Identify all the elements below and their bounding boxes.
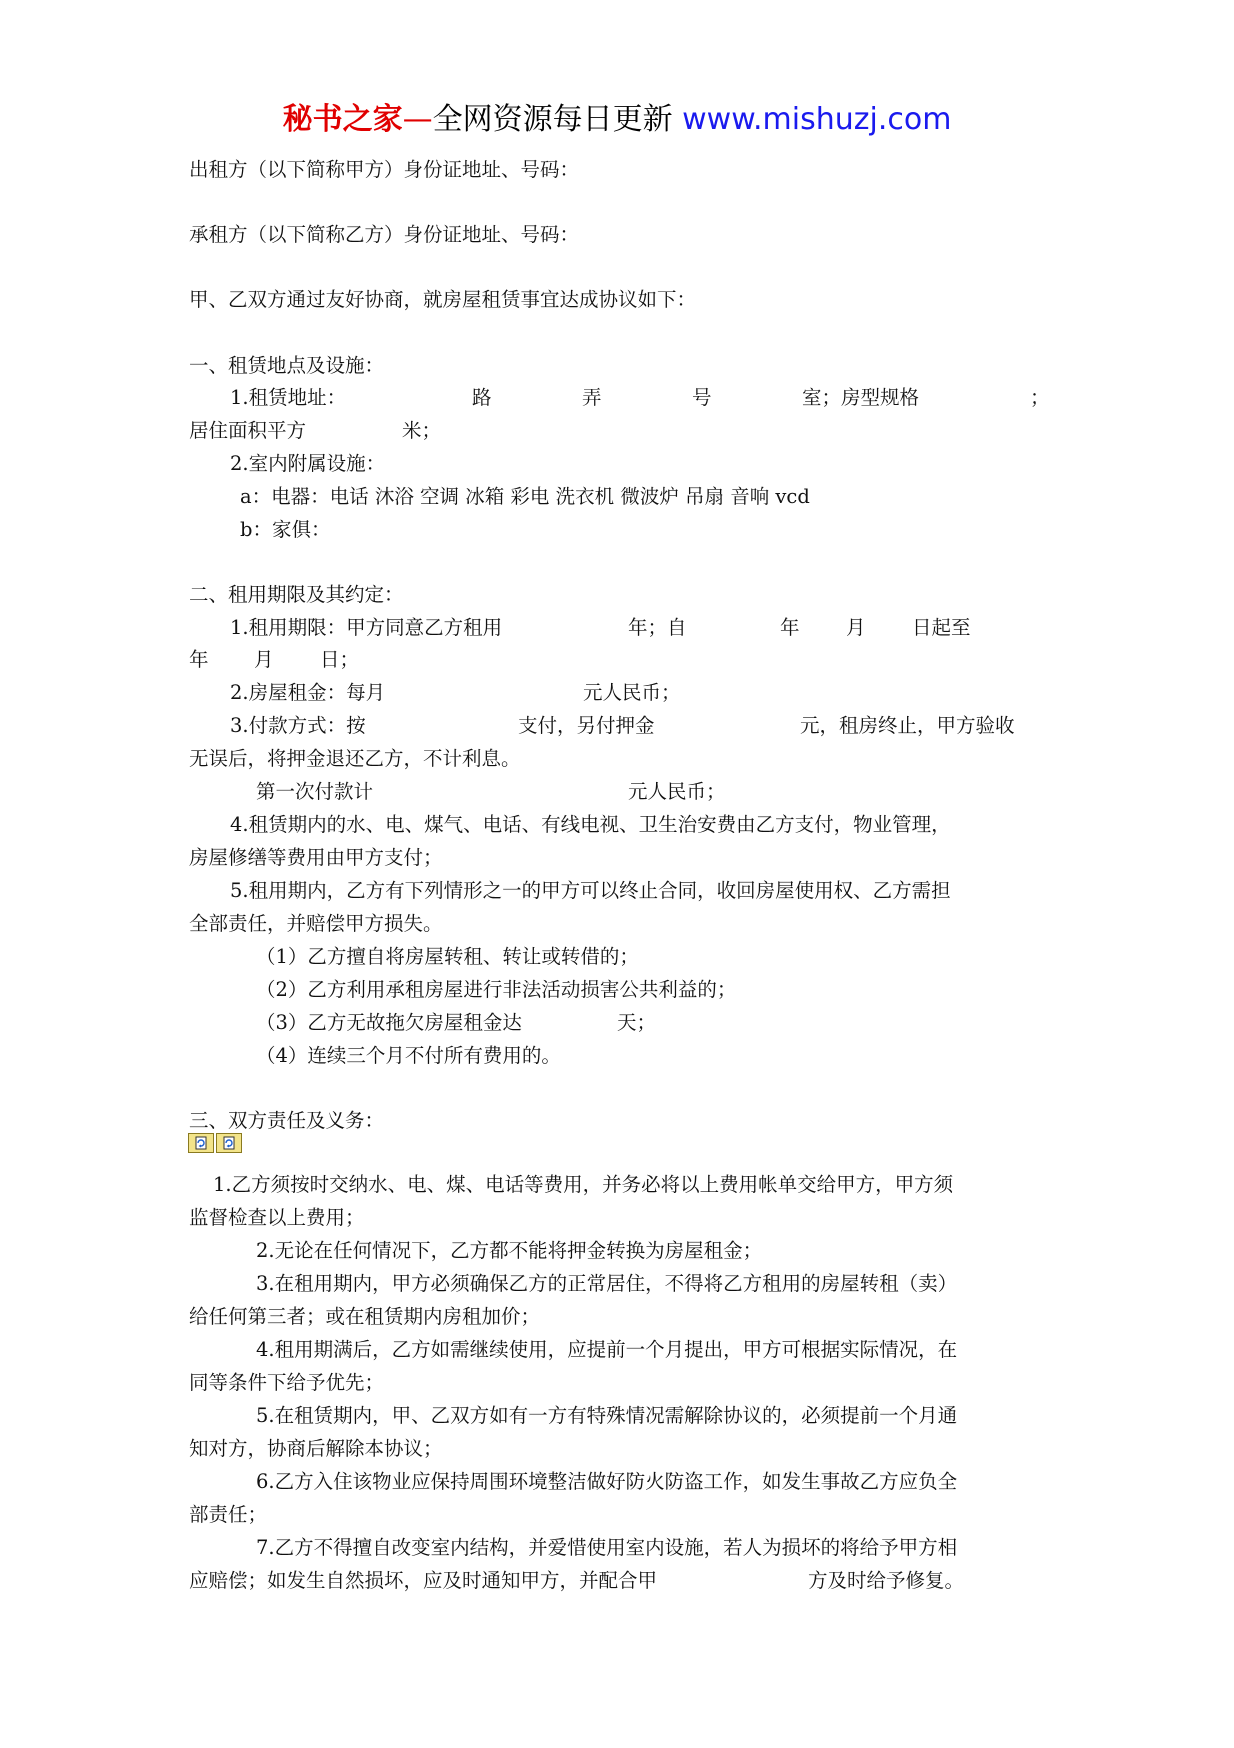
- address-lane: 弄: [582, 386, 602, 409]
- payment-tail: 元，租房终止，甲方验收: [800, 714, 1015, 737]
- brand-name: 秘书之家: [282, 102, 403, 137]
- agreement-line: 甲、乙双方通过友好协商，就房屋租赁事宜达成协议如下：: [189, 288, 697, 311]
- fees-line1: 4.租赁期内的水、电、煤气、电话、有线电视、卫生治安费由乙方支付，物业管理，: [230, 813, 951, 836]
- duty-1-line2: 监督检查以上费用；: [189, 1206, 365, 1229]
- address-road: 路: [472, 386, 492, 409]
- term-from-year: 年: [780, 616, 800, 639]
- header-dash: —: [402, 102, 433, 137]
- duty-4-line2: 同等条件下给予优先；: [189, 1371, 385, 1394]
- termination-item-4: （4）连续三个月不付所有费用的。: [256, 1044, 561, 1067]
- payment-line2: 无误后，将押金退还乙方，不计利息。: [189, 747, 521, 770]
- rent-label: 2.房屋租金：每月: [230, 681, 386, 704]
- term-years: 年；自: [628, 616, 687, 639]
- duty-4-line1: 4.租用期满后，乙方如需继续使用，应提前一个月提出，甲方可根据实际情况，在: [256, 1338, 958, 1361]
- payment-label: 3.付款方式：按: [230, 714, 366, 737]
- page-refresh-icon: [193, 1136, 209, 1150]
- term-to-year: 年: [189, 648, 209, 671]
- termination-item-1: （1）乙方擅自将房屋转租、转让或转借的；: [256, 945, 639, 968]
- term-to-day: 日；: [320, 648, 360, 671]
- duty-2-line1: 2.无论在任何情况下，乙方都不能将押金转换为房屋租金；: [256, 1239, 763, 1262]
- toolbar-button-2[interactable]: [216, 1133, 242, 1153]
- duty-7-line1: 7.乙方不得擅自改变室内结构，并爱惜使用室内设施，若人为损坏的将给予甲方相: [256, 1536, 958, 1559]
- embedded-toolbar: [188, 1133, 242, 1155]
- lessor-line: 出租方（以下简称甲方）身份证地址、号码：: [189, 158, 580, 181]
- termination-item-2: （2）乙方利用承租房屋进行非法活动损害公共利益的；: [256, 978, 737, 1001]
- payment-method: 支付，另付押金: [518, 714, 655, 737]
- address-number: 号: [692, 386, 712, 409]
- address-label: 1.租赁地址：: [230, 386, 347, 409]
- area-label: 居住面积平方: [189, 419, 307, 442]
- duty-5-line2: 知对方，协商后解除本协议；: [189, 1437, 443, 1460]
- termination-item-3: （3）乙方无故拖欠房屋租金达: [256, 1011, 522, 1034]
- first-payment-label: 第一次付款计: [256, 780, 374, 803]
- term-from-month: 月: [846, 616, 866, 639]
- term-label: 1.租用期限：甲方同意乙方租用: [230, 616, 503, 639]
- duty-3-line1: 3.在租用期内，甲方必须确保乙方的正常居住，不得将乙方租用的房屋转租（卖）: [256, 1272, 958, 1295]
- header-tagline: 全网资源每日更新: [432, 102, 683, 137]
- furniture-line: b：家俱：: [240, 518, 331, 541]
- site-header: [0, 100, 1234, 140]
- area-unit: 米；: [402, 419, 442, 442]
- term-from-day: 日起至: [912, 616, 971, 639]
- appliances-line: a：电器：电话 沐浴 空调 冰箱 彩电 洗衣机 微波炉 吊扇 音响 vcd: [240, 485, 810, 508]
- address-room: 室；房型规格: [802, 386, 920, 409]
- termination-line1: 5.租用期内，乙方有下列情形之一的甲方可以终止合同，收回房屋使用权、乙方需担: [230, 879, 951, 902]
- lessee-line: 承租方（以下简称乙方）身份证地址、号码：: [189, 223, 580, 246]
- termination-days: 天；: [617, 1011, 657, 1034]
- duty-3-line2: 给任何第三者；或在租赁期内房租加价；: [189, 1305, 541, 1328]
- toolbar-button-1[interactable]: [188, 1133, 214, 1153]
- duty-7-tail: 方及时给予修复。: [808, 1569, 965, 1592]
- duty-1-line1: 1.乙方须按时交纳水、电、煤、电话等费用，并务必将以上费用帐单交给甲方，甲方须: [213, 1173, 954, 1196]
- section1-title: 一、租赁地点及设施：: [189, 354, 385, 377]
- termination-line2: 全部责任，并赔偿甲方损失。: [189, 912, 443, 935]
- site-url-link[interactable]: www.mishuzj.com: [682, 102, 952, 137]
- duty-5-line1: 5.在租赁期内，甲、乙双方如有一方有特殊情况需解除协议的，必须提前一个月通: [256, 1404, 958, 1427]
- term-to-month: 月: [254, 648, 274, 671]
- facilities-label: 2.室内附属设施：: [230, 452, 386, 475]
- duty-6-line1: 6.乙方入住该物业应保持周围环境整洁做好防火防盗工作，如发生事故乙方应负全: [256, 1470, 958, 1493]
- duty-6-line2: 部责任；: [189, 1503, 268, 1526]
- first-payment-unit: 元人民币；: [628, 780, 726, 803]
- fees-line2: 房屋修缮等费用由甲方支付；: [189, 846, 443, 869]
- duty-7-line2: 应赔偿；如发生自然损坏，应及时通知甲方，并配合甲: [189, 1569, 658, 1592]
- rent-unit: 元人民币；: [583, 681, 681, 704]
- page-refresh-icon: [221, 1136, 237, 1150]
- section2-title: 二、租用期限及其约定：: [189, 583, 404, 606]
- section3-title: 三、双方责任及义务：: [189, 1109, 385, 1132]
- address-semicolon: ；: [1030, 386, 1050, 409]
